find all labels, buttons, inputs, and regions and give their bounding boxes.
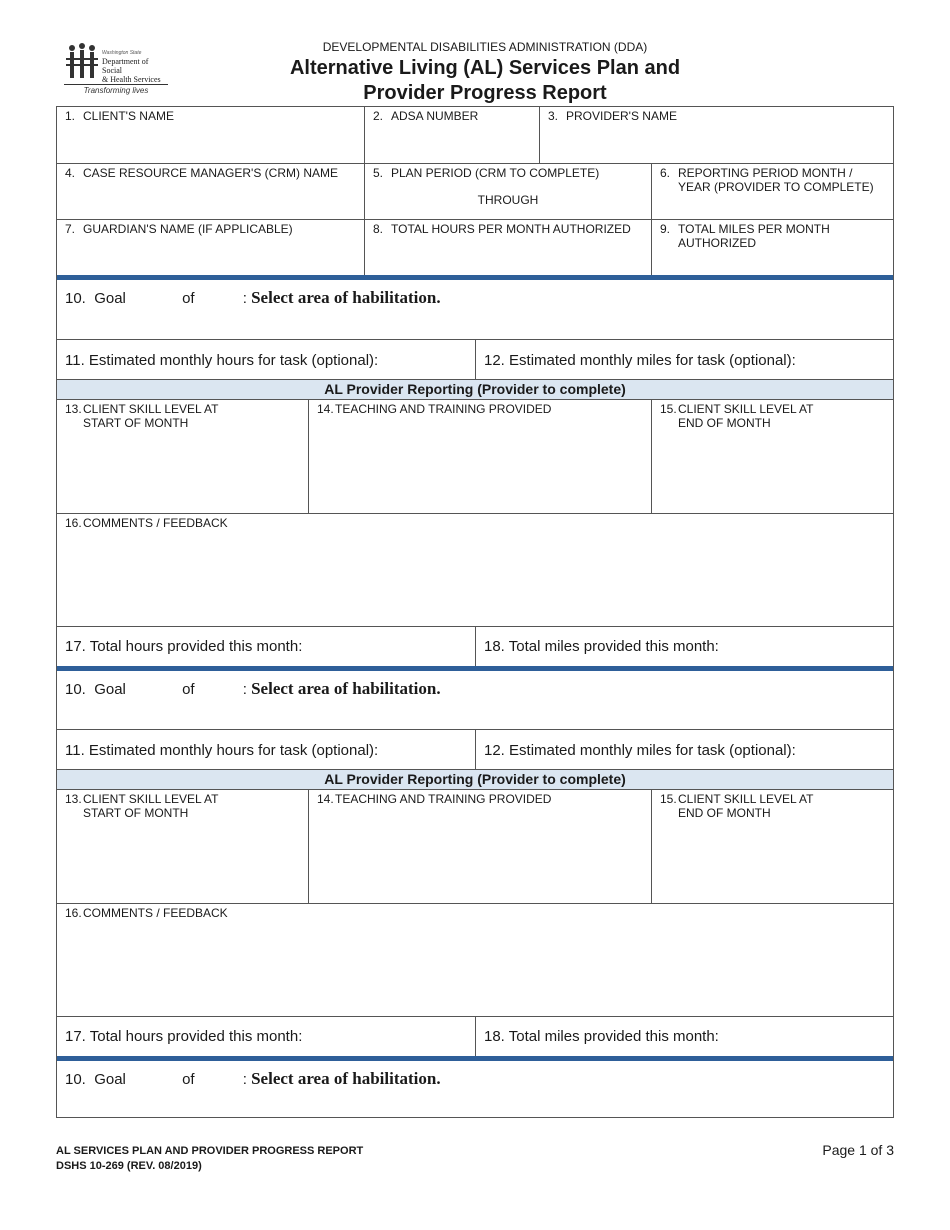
field-label: CLIENT SKILL LEVEL AT END OF MONTH (678, 792, 814, 820)
total-hours-field[interactable]: 17. Total hours provided this month: (57, 626, 475, 666)
goal-colon: : (242, 290, 247, 307)
field-number: 9. (660, 222, 671, 236)
field-number: 14. (317, 792, 334, 806)
provider-name-field[interactable] (539, 107, 893, 163)
field-label: TEACHING AND TRAINING PROVIDED (335, 792, 552, 806)
comments-field[interactable] (57, 903, 893, 1016)
footer-form-info (56, 1144, 363, 1174)
field-label: REPORTING PERIOD MONTH / YEAR (PROVIDER TO COMPLETE) (678, 166, 874, 194)
field-label: PLAN PERIOD (CRM TO COMPLETE) (391, 166, 600, 180)
field-number: 13. (65, 402, 82, 416)
est-hours-field[interactable]: 11. Estimated monthly hours for task (optional): (57, 729, 475, 770)
field-label: CLIENT SKILL LEVEL AT START OF MONTH (83, 402, 219, 430)
field-number: 16. (65, 906, 82, 920)
field-number: 7. (65, 222, 76, 236)
goal-number: 10. (65, 1071, 86, 1088)
form (56, 106, 894, 1118)
reporting-period-field[interactable] (651, 163, 893, 219)
client-name-field[interactable] (57, 107, 364, 163)
teaching-field[interactable] (308, 400, 651, 513)
habilitation-area-select[interactable]: Select area of habilitation. (251, 679, 441, 698)
goal-label: Goal (94, 1071, 126, 1088)
total-hours-authorized-field[interactable] (364, 219, 651, 275)
field-label: GUARDIAN'S NAME (IF APPLICABLE) (83, 222, 293, 236)
field-label: COMMENTS / FEEDBACK (83, 516, 228, 530)
field-label: CLIENT SKILL LEVEL AT END OF MONTH (678, 402, 814, 430)
field-number: 14. (317, 402, 334, 416)
title-line1: Alternative Living (AL) Services Plan and (289, 57, 681, 79)
total-miles-field[interactable]: 18. Total miles provided this month: (475, 1016, 893, 1056)
logo-agency-line1: Department of Social (102, 57, 149, 75)
goal-colon: : (242, 1071, 247, 1088)
field-label: TOTAL HOURS PER MONTH AUTHORIZED (391, 222, 631, 236)
total-hours-field[interactable]: 17. Total hours provided this month: (57, 1016, 475, 1056)
field-number: 8. (373, 222, 384, 236)
total-miles-field[interactable]: 18. Total miles provided this month: (475, 626, 893, 666)
field-number: 3. (548, 109, 559, 123)
field-label: ADSA NUMBER (391, 109, 479, 123)
teaching-field[interactable] (308, 790, 651, 903)
field-label: CASE RESOURCE MANAGER'S (CRM) NAME (83, 166, 338, 180)
through-label: THROUGH (477, 193, 539, 207)
field-label: PROVIDER'S NAME (566, 109, 677, 123)
guardian-name-field[interactable] (57, 219, 364, 275)
people-icon (64, 42, 100, 82)
goal-of: of (182, 290, 195, 307)
skill-end-field[interactable] (651, 790, 893, 903)
goal-label: Goal (94, 290, 126, 307)
logo-state: Washington State (102, 50, 142, 56)
comments-field[interactable] (57, 513, 893, 626)
field-number: 4. (65, 166, 76, 180)
field-number: 15. (660, 792, 677, 806)
total-miles-authorized-field[interactable] (651, 219, 893, 275)
field-label: COMMENTS / FEEDBACK (83, 906, 228, 920)
habilitation-area-select[interactable]: Select area of habilitation. (251, 1069, 441, 1088)
field-number: 1. (65, 109, 76, 123)
footer-form-number: DSHS 10-269 (REV. 08/2019) (56, 1160, 202, 1172)
goal-1-field[interactable] (57, 280, 893, 339)
goal-number: 10. (65, 290, 86, 307)
goal-3-field[interactable] (57, 1061, 893, 1117)
crm-name-field[interactable] (57, 163, 364, 219)
goal-2-field[interactable] (57, 671, 893, 730)
goal-number: 10. (65, 681, 86, 698)
agency-name: DEVELOPMENTAL DISABILITIES ADMINISTRATION (DDA) (322, 40, 648, 54)
provider-reporting-band: AL Provider Reporting (Provider to complete) (57, 379, 893, 400)
field-label: TEACHING AND TRAINING PROVIDED (335, 402, 552, 416)
field-label: CLIENT SKILL LEVEL AT START OF MONTH (83, 792, 219, 820)
logo-tagline: Transforming lives (64, 84, 168, 95)
habilitation-area-select[interactable]: Select area of habilitation. (251, 288, 441, 307)
goal-colon: : (242, 681, 247, 698)
est-hours-field[interactable]: 11. Estimated monthly hours for task (optional): (57, 339, 475, 380)
field-label: CLIENT'S NAME (83, 109, 174, 123)
logo-agency-line2: & Health Services (102, 75, 161, 84)
field-number: 16. (65, 516, 82, 530)
field-label: TOTAL MILES PER MONTH AUTHORIZED (678, 222, 830, 250)
page-title (230, 56, 740, 106)
field-number: 15. (660, 402, 677, 416)
field-number: 2. (373, 109, 384, 123)
skill-end-field[interactable] (651, 400, 893, 513)
est-miles-field[interactable]: 12. Estimated monthly miles for task (optional): (475, 339, 893, 380)
provider-reporting-band: AL Provider Reporting (Provider to complete) (57, 769, 893, 790)
goal-label: Goal (94, 681, 126, 698)
skill-start-field[interactable] (57, 790, 308, 903)
field-number: 6. (660, 166, 671, 180)
field-number: 13. (65, 792, 82, 806)
page-number: Page 1 of 3 (822, 1142, 894, 1158)
title-line2: Provider Progress Report (363, 82, 607, 104)
plan-period-field[interactable] (364, 163, 651, 219)
footer-form-name: AL SERVICES PLAN AND PROVIDER PROGRESS REPORT (56, 1145, 364, 1157)
goal-of: of (182, 681, 195, 698)
skill-start-field[interactable] (57, 400, 308, 513)
est-miles-field[interactable]: 12. Estimated monthly miles for task (optional): (475, 729, 893, 770)
goal-of: of (182, 1071, 195, 1088)
adsa-number-field[interactable] (364, 107, 540, 163)
field-number: 5. (373, 166, 384, 180)
